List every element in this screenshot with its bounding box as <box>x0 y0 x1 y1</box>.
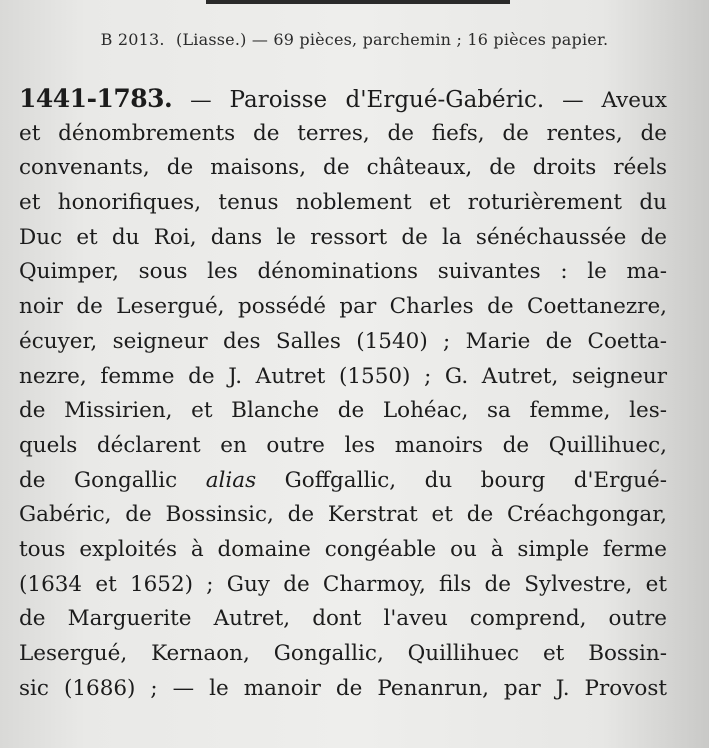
alias-line-end: Goffgallic, du bourg d'Ergué- <box>256 467 668 493</box>
top-rule <box>206 0 510 4</box>
text-line: Duc et du Roi, dans le ressort de la sénéchaussée de <box>19 224 667 250</box>
text-line: noir de Lesergué, possédé par Charles de Coettanezre, <box>19 294 667 320</box>
text-line-alias <box>19 464 667 499</box>
entry-title: Paroisse d'Ergué-Gabéric. <box>229 87 545 113</box>
inventory-header <box>0 30 709 49</box>
text-line: Quimper, sous les dénominations suivantes : le ma- <box>19 259 667 285</box>
text-line: convenants, de maisons, de châteaux, de droits réels <box>19 155 667 181</box>
cote-label: B 2013. <box>100 30 165 49</box>
text-line: Lesergué, Kernaon, Gongallic, Quillihuec et Bossin- <box>19 641 667 666</box>
cote-description: (Liasse.) — 69 pièces, parchemin ; 16 pièces papier. <box>176 30 609 49</box>
alias-word: alias <box>205 467 257 493</box>
text-line: nezre, femme de J. Autret (1550) ; G. Autret, seigneur <box>19 363 667 389</box>
title-separator: — <box>172 88 230 113</box>
text-line: et dénombrements de terres, de fiefs, de rentes, de <box>19 120 667 146</box>
text-line: quels déclarent en outre les manoirs de Quillihuec, <box>19 432 667 458</box>
alias-line-start: de Gongallic <box>19 467 206 493</box>
text-line: (1634 et 1652) ; Guy de Charmoy, fils de Sylvestre, et <box>19 571 667 597</box>
text-line: sic (1686) ; — le manoir de Penanrun, par J. Provost <box>19 675 667 701</box>
entry-first-line <box>19 82 667 117</box>
text-line: Gabéric, de Bossinsic, de Kerstrat et de Créachgongar, <box>19 502 667 528</box>
text-line: de Marguerite Autret, dont l'aveu comprend, outre <box>19 606 667 632</box>
text-line: tous exploités à domaine congéable ou à simple ferme <box>19 536 667 562</box>
entry-dates: 1441-1783. <box>19 84 173 113</box>
text-line: de Missirien, et Blanche de Lohéac, sa femme, les- <box>19 398 667 424</box>
text-line: écuyer, seigneur des Salles (1540) ; Marie de Coetta- <box>19 328 667 354</box>
entry-text <box>19 82 667 706</box>
text-line: et honorifiques, tenus noblement et roturièrement du <box>19 190 667 216</box>
text-line: — Aveux <box>562 88 668 113</box>
